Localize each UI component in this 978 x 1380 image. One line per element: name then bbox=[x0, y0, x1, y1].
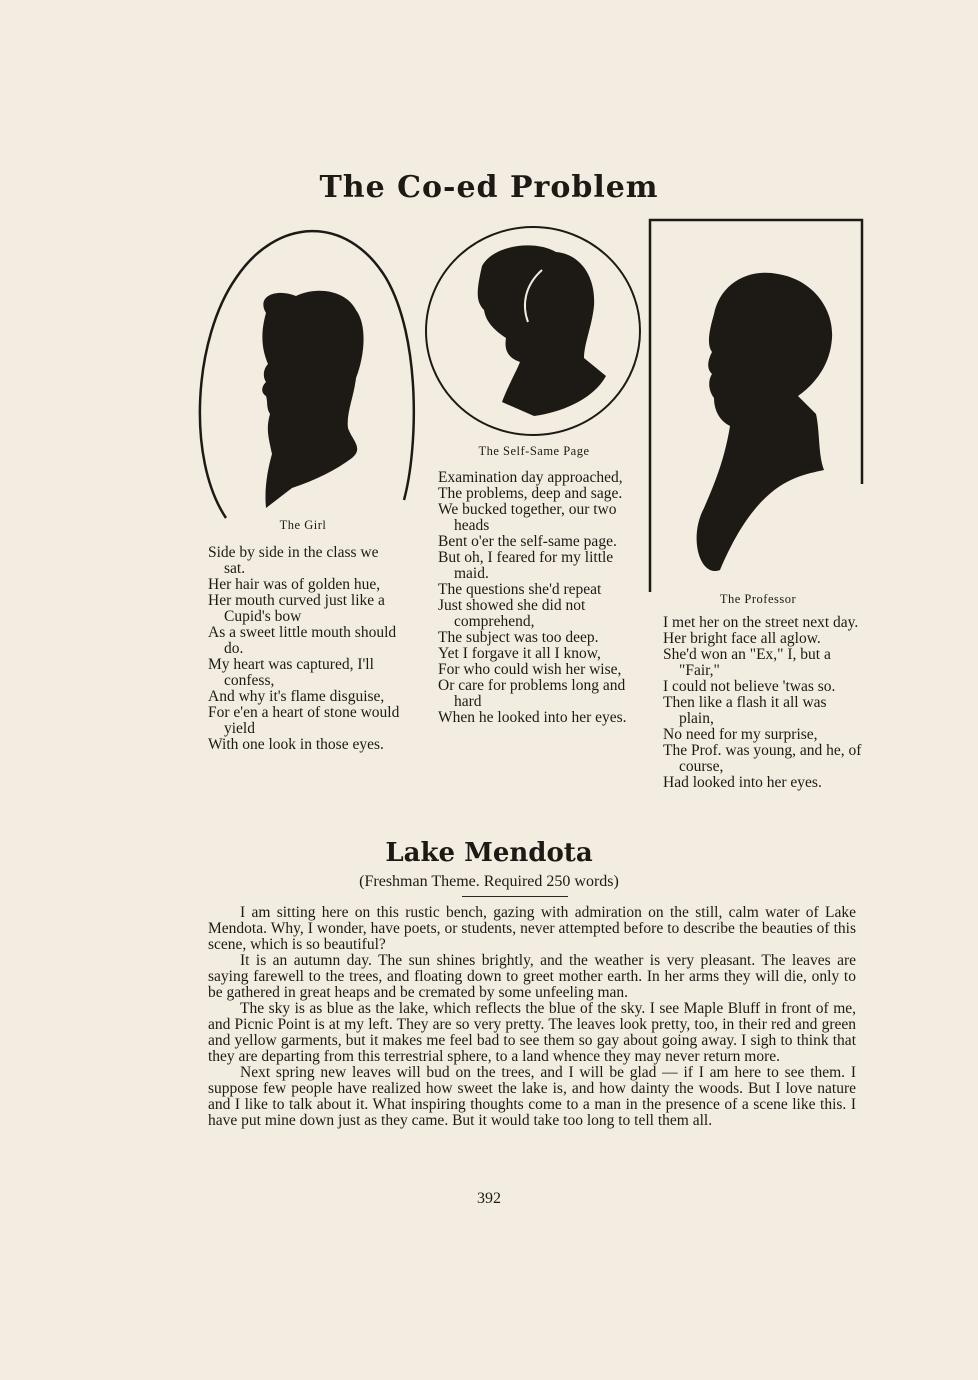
girl-silhouette bbox=[196, 218, 418, 520]
poem-line: When he looked into her eyes. bbox=[438, 709, 627, 726]
essay-body bbox=[208, 905, 856, 1129]
page-silhouette bbox=[424, 226, 644, 438]
poem-line: Examination day approached, bbox=[438, 469, 623, 486]
girl-caption: The Girl bbox=[279, 518, 327, 532]
poem-line: The subject was too deep. bbox=[438, 629, 599, 646]
poem-line: No need for my surprise, bbox=[663, 726, 818, 743]
poem-line: For who could wish her wise, bbox=[438, 661, 622, 678]
poem-line: With one look in those eyes. bbox=[208, 736, 384, 753]
poem-line: My heart was captured, I'll confess, bbox=[208, 656, 374, 689]
page-title: The Co-ed Problem bbox=[319, 170, 659, 205]
essay-paragraph: It is an autumn day. The sun shines brightly, and the weather is very pleasant. The leaves are saying farewell to the trees, and floating down to greet mother earth. In her arms they will die, only to be gathered in great heaps and be cremated by some unfeeling man. bbox=[208, 952, 856, 1001]
poem-line: Then like a flash it all was plain, bbox=[663, 694, 827, 727]
professor-caption: The Professor bbox=[719, 592, 797, 606]
poem-page bbox=[438, 470, 634, 726]
poem-line: I met her on the street next day. bbox=[663, 614, 859, 631]
poem-line: For e'en a heart of stone would yield bbox=[208, 704, 400, 737]
poem-professor bbox=[663, 615, 863, 791]
poem-line: Her bright face all aglow. bbox=[663, 630, 821, 647]
poem-line: The problems, deep and sage. bbox=[438, 485, 623, 502]
poem-line: Just showed she did not comprehend, bbox=[438, 597, 586, 630]
poem-line: Bent o'er the self-same page. bbox=[438, 533, 617, 550]
poem-line: Her mouth curved just like a Cupid's bow bbox=[208, 592, 385, 625]
poem-line: We bucked together, our two heads bbox=[438, 501, 617, 534]
poem-line: I could not believe 'twas so. bbox=[663, 678, 836, 695]
poem-line: She'd won an "Ex," I, but a "Fair," bbox=[663, 646, 831, 679]
essay-title: Lake Mendota bbox=[385, 838, 593, 868]
divider bbox=[462, 896, 568, 897]
poem-girl bbox=[208, 545, 400, 753]
essay-paragraph: The sky is as blue as the lake, which reflects the blue of the sky. I see Maple Bluff in front of me, and Picnic Point is at my left. They are so very pretty. The leaves look pretty, too, in their red and green and yellow garments, but it makes me feel bad to see them so gay about going away. I sigh to think that they are departing from this terrestrial sphere, to a land whence they may never return more. bbox=[208, 1000, 856, 1065]
professor-silhouette bbox=[648, 218, 866, 596]
poem-line: Her hair was of golden hue, bbox=[208, 576, 381, 593]
page-number: 392 bbox=[477, 1190, 501, 1207]
poem-line: But oh, I feared for my little maid. bbox=[438, 549, 614, 582]
poem-line: Yet I forgave it all I know, bbox=[438, 645, 601, 662]
poem-line: Had looked into her eyes. bbox=[663, 774, 822, 791]
poem-line: The questions she'd repeat bbox=[438, 581, 602, 598]
essay-paragraph: Next spring new leaves will bud on the trees, and I will be glad — if I am here to see them. I suppose few people have realized how sweet the lake is, and how dainty the woods. But I love nature and I like to talk about it. What inspiring thoughts come to a man in the presence of a scene like this. I have put mine down just as they came. But it would take too long to tell them all. bbox=[208, 1064, 856, 1129]
poem-line: The Prof. was young, and he, of course, bbox=[663, 742, 862, 775]
poem-line: And why it's flame disguise, bbox=[208, 688, 385, 705]
poem-line: Or care for problems long and hard bbox=[438, 677, 626, 710]
essay-subtitle: (Freshman Theme. Required 250 words) bbox=[359, 873, 619, 890]
page-caption: The Self-Same Page bbox=[478, 444, 590, 458]
essay-paragraph: I am sitting here on this rustic bench, gazing with admiration on the still, calm water of Lake Mendota. Why, I wonder, have poets, or students, never attempted before to describe the beauties of this scene, which is so beautiful? bbox=[208, 904, 856, 953]
poem-line: As a sweet little mouth should do. bbox=[208, 624, 397, 657]
poem-line: Side by side in the class we sat. bbox=[208, 544, 379, 577]
